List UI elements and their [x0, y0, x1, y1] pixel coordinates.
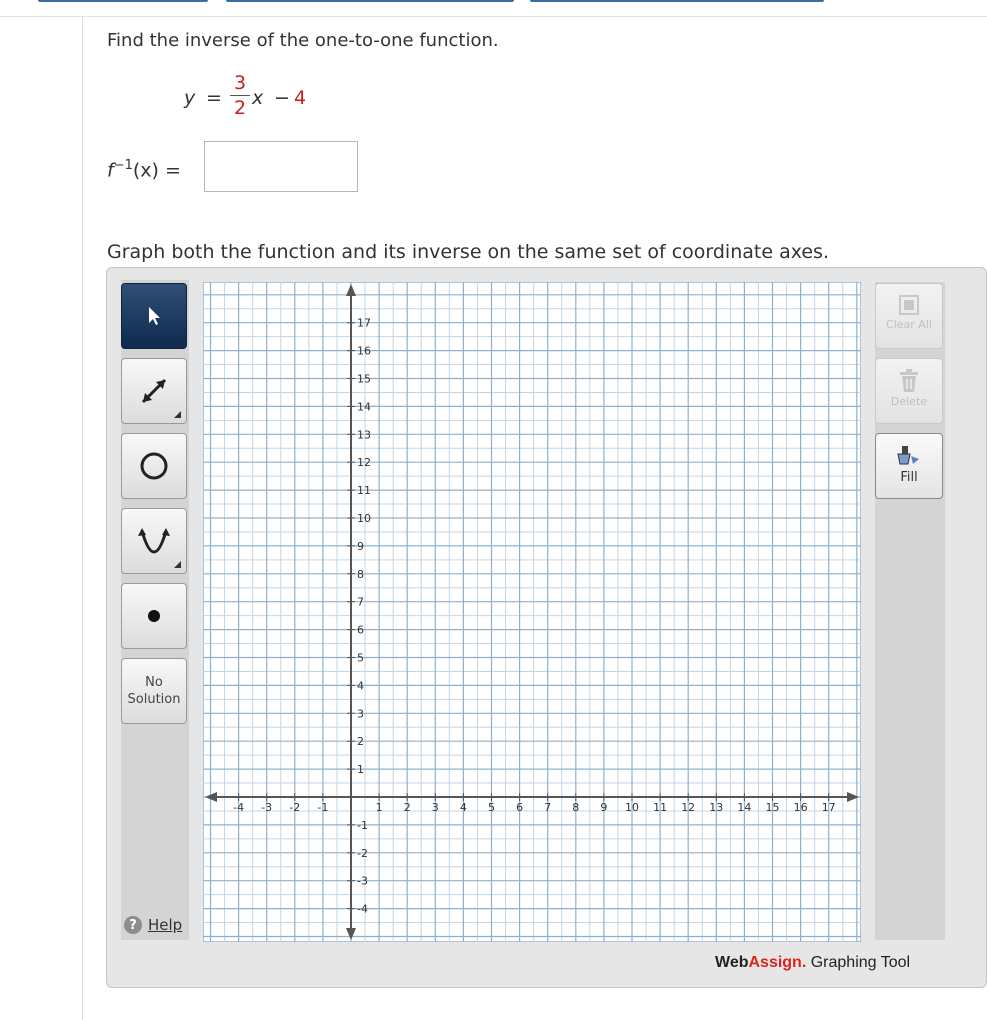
coordinate-grid[interactable]	[203, 282, 861, 942]
inverse-label	[107, 158, 181, 181]
x-tick-label: 6	[516, 801, 524, 814]
y-tick-label: -2	[357, 846, 368, 860]
inverse-arg: (x) =	[132, 159, 181, 182]
y-tick-label: -1	[357, 818, 368, 832]
x-tick-label: 11	[653, 801, 668, 814]
x-tick-label: 17	[821, 801, 836, 814]
delete-label: Delete	[890, 395, 928, 408]
x-tick-label: 5	[488, 801, 495, 814]
y-tick-label: 11	[357, 484, 371, 498]
pointer-icon	[144, 305, 164, 327]
graph-prompt: Graph both the function and its inverse on the same set of coordinate axes.	[107, 241, 829, 263]
x-tick-label: 13	[709, 801, 724, 814]
top-tab-bar	[0, 0, 987, 17]
brand-web: Web	[715, 954, 749, 971]
equation-fraction	[230, 72, 250, 119]
x-tick-label: 14	[737, 801, 752, 814]
y-tick-label: 17	[357, 316, 371, 330]
fill-button[interactable]	[875, 433, 943, 499]
y-tick-label: -4	[357, 902, 368, 916]
circle-icon	[134, 446, 174, 486]
y-tick-label: 14	[357, 400, 371, 414]
no-solution-button[interactable]	[121, 658, 187, 724]
question-prompt: Find the inverse of the one-to-one function.	[107, 30, 499, 51]
fraction-numerator: 3	[233, 72, 247, 94]
y-tick-label: 8	[357, 567, 364, 581]
equation-variable: x	[252, 87, 264, 109]
line-arrows-icon	[134, 371, 174, 411]
x-tick-label: -4	[233, 801, 245, 814]
top-tab-2[interactable]	[226, 0, 514, 2]
no-solution-line1: No	[145, 675, 163, 690]
inverse-answer-input[interactable]	[204, 141, 358, 192]
y-tick-label: 6	[357, 623, 364, 637]
y-tick-label: 5	[357, 651, 364, 665]
y-tick-label: 4	[357, 679, 364, 693]
x-tick-label: 10	[625, 801, 639, 814]
y-tick-label: 13	[357, 428, 371, 442]
x-tick-label: 1	[375, 801, 383, 814]
equation-lhs: y	[184, 87, 196, 109]
delete-button[interactable]	[875, 358, 943, 424]
clear-all-label: Clear All	[886, 318, 932, 331]
inverse-exponent: −1	[113, 158, 133, 173]
no-solution-label	[128, 674, 181, 708]
point-icon	[144, 606, 164, 626]
x-tick-label: 8	[572, 801, 580, 814]
y-tick-label: 12	[357, 456, 371, 470]
parabola-tool-button[interactable]	[121, 508, 187, 574]
y-tick-label: 15	[357, 372, 371, 386]
brand-assign: Assign.	[748, 954, 807, 971]
y-tick-label: 3	[357, 707, 364, 721]
x-tick-label: 9	[600, 801, 608, 814]
x-tick-label: -3	[261, 801, 273, 814]
help-link[interactable]	[124, 916, 182, 934]
trash-icon	[898, 369, 920, 393]
x-tick-label: 2	[403, 801, 411, 814]
brand-suffix: Graphing Tool	[806, 954, 911, 971]
x-tick-label: 15	[765, 801, 780, 814]
x-tick-label: 16	[793, 801, 808, 814]
point-tool-button[interactable]	[121, 583, 187, 649]
pointer-tool-button[interactable]	[121, 283, 187, 349]
y-tick-label: 2	[357, 735, 364, 749]
x-tick-label: 7	[544, 801, 552, 814]
x-tick-label: 3	[431, 801, 439, 814]
top-tab-1[interactable]	[38, 0, 208, 2]
inverse-f: f	[107, 159, 114, 182]
fraction-bar	[230, 95, 250, 96]
line-tool-button[interactable]	[121, 358, 187, 424]
circle-tool-button[interactable]	[121, 433, 187, 499]
y-tick-label: 16	[357, 344, 371, 358]
help-label: Help	[148, 916, 183, 934]
y-tick-label: -3	[357, 874, 368, 888]
left-divider	[82, 16, 83, 1020]
clear-all-icon	[898, 294, 920, 316]
no-solution-line2: Solution	[127, 692, 181, 707]
line-tool-submenu-indicator	[174, 411, 181, 418]
y-tick-label: 1	[357, 763, 364, 777]
parabola-tool-submenu-indicator	[174, 561, 181, 568]
x-tick-label: 4	[459, 801, 467, 814]
grid-background	[203, 282, 861, 942]
fill-label: Fill	[900, 470, 918, 485]
x-tick-label: 12	[681, 801, 696, 814]
webassign-brand	[715, 954, 910, 972]
equation-constant: 4	[294, 87, 307, 109]
y-tick-label: 7	[357, 595, 364, 609]
y-tick-label: 10	[357, 512, 371, 525]
y-tick-label: 9	[357, 539, 364, 553]
help-icon: ?	[124, 916, 142, 934]
parabola-icon	[134, 521, 174, 561]
top-tab-3[interactable]	[530, 0, 824, 2]
fraction-denominator: 2	[233, 97, 247, 119]
equation-operator: −	[274, 87, 290, 109]
equation-equals: =	[206, 87, 222, 109]
x-tick-label: -1	[317, 801, 329, 814]
clear-all-button[interactable]	[875, 283, 943, 349]
x-tick-label: -2	[289, 801, 301, 814]
fill-bucket-icon	[896, 444, 922, 468]
